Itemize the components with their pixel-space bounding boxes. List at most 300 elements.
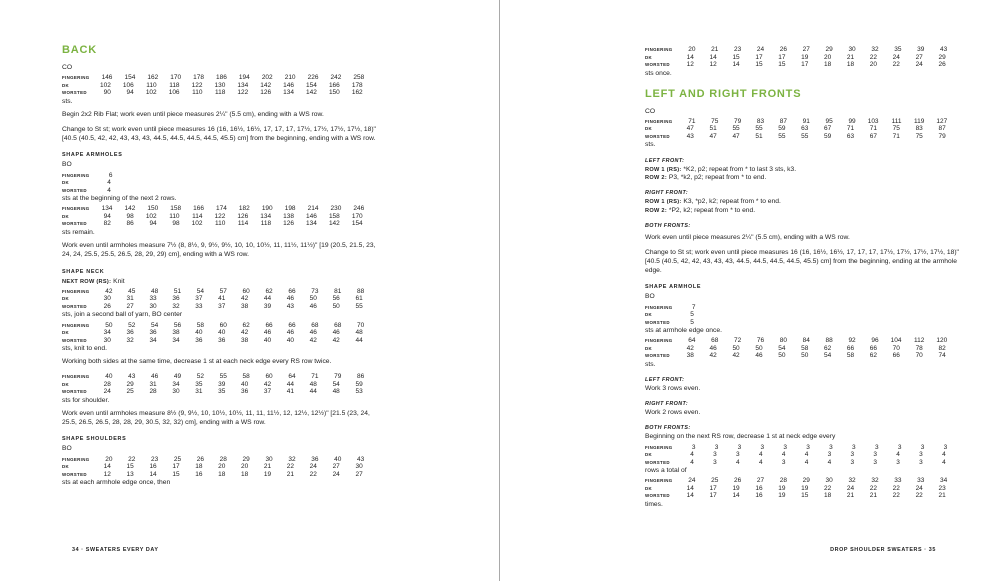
stitch-count-table <box>62 288 380 311</box>
stitch-count-value: 36 <box>195 336 203 344</box>
stitch-count-value: 29 <box>825 46 833 53</box>
table-row <box>645 459 963 467</box>
stitch-count-value: 3 <box>829 443 833 451</box>
stitch-count-table <box>62 205 380 228</box>
stitch-count-value: 3 <box>737 443 742 451</box>
stitch-count-value: 3 <box>713 451 717 459</box>
stitch-count-value: 43 <box>128 373 136 381</box>
stitch-count-value: 12 <box>686 61 694 68</box>
stitch-count-value: 46 <box>263 329 272 337</box>
stitch-count-value: 50 <box>332 302 340 310</box>
table-row <box>62 187 380 195</box>
stitch-count-value: 25 <box>711 477 719 485</box>
stitch-count-value: 20 <box>241 463 249 471</box>
footer-left-page-number: 34 · SWEATERS EVERY DAY <box>72 547 159 553</box>
stitch-count-value: 20 <box>824 53 832 61</box>
stitch-count-value: 202 <box>261 74 273 82</box>
footer-right-page-number: DROP SHOULDER SWEATERS · 35 <box>830 547 936 553</box>
stitch-count-value: 3 <box>850 458 855 466</box>
stitch-count-value: 42 <box>732 352 740 360</box>
stitch-count-value: 44 <box>355 336 363 344</box>
stitch-count-value: 16 <box>149 463 157 471</box>
stitch-count-value: 17 <box>801 61 809 68</box>
table-row <box>62 288 380 296</box>
row-instruction-label: NEXT ROW (RS): <box>62 278 112 285</box>
row-instruction-text: Knit <box>113 277 125 285</box>
stitch-count-value: 40 <box>334 455 342 463</box>
stitch-count-value: 71 <box>869 125 878 133</box>
stitch-count-value: 80 <box>779 337 787 345</box>
row-instruction-text: *P2, k2; repeat from * to end. <box>668 206 756 214</box>
stitch-count-value: 27 <box>355 470 363 478</box>
stitch-count-value: 42 <box>332 336 340 344</box>
page-right-content <box>645 44 963 509</box>
stitch-count-value: 26 <box>733 477 742 485</box>
stitch-count-value: 190 <box>261 205 273 213</box>
row-instruction <box>645 207 963 215</box>
yarn-weight-label: FINGERING <box>645 47 673 52</box>
stitch-count-value: 30 <box>103 336 111 344</box>
stitch-count-value: 43 <box>686 132 694 140</box>
stitch-count-value: 118 <box>260 220 272 228</box>
stitch-count-value: 32 <box>871 46 879 53</box>
stitch-count-value: 4 <box>690 458 694 466</box>
yarn-weight-label: DK <box>645 126 653 132</box>
stitch-count-value: 47 <box>686 125 694 133</box>
stitch-count-value: 34 <box>172 336 180 344</box>
stitch-count-value: 4 <box>736 458 740 466</box>
stitch-count-value: 12 <box>103 470 111 478</box>
stitch-count-value: 64 <box>688 337 696 345</box>
stitch-count-value: 26 <box>103 302 111 310</box>
table-row <box>62 74 380 82</box>
instruction-line: Work 2 rows even. <box>645 409 701 417</box>
yarn-weight-label: WORSTED <box>645 493 670 499</box>
stitch-count-value: 17 <box>709 492 717 500</box>
stitch-count-value: 71 <box>311 373 319 381</box>
stitch-count-table <box>62 172 380 195</box>
table-row <box>645 118 963 126</box>
stitch-count-value: 3 <box>874 443 879 451</box>
stitch-count-value: 114 <box>192 212 203 220</box>
table-row <box>645 304 963 312</box>
yarn-weight-label: DK <box>645 485 653 491</box>
stitch-count-value: 27 <box>802 46 810 53</box>
table-row <box>645 477 963 485</box>
stitch-count-value: 166 <box>193 205 204 213</box>
stitch-count-value: 75 <box>711 117 719 125</box>
stitch-count-value: 91 <box>802 117 810 125</box>
stitch-count-value: 146 <box>306 212 317 220</box>
yarn-weight-label: DK <box>645 452 653 458</box>
stitch-count-value: 59 <box>824 132 832 140</box>
stitch-count-value: 4 <box>804 451 809 459</box>
stitch-count-value: 17 <box>778 53 786 61</box>
yarn-weight-label: FINGERING <box>645 444 673 450</box>
yarn-weight-label: WORSTED <box>645 353 670 359</box>
stitch-count-value: 134 <box>283 89 295 97</box>
front-subhead: BOTH FRONTS: <box>645 223 691 230</box>
stitch-count-value: 4 <box>942 458 946 466</box>
stitch-count-value: 5 <box>690 311 694 319</box>
stitch-count-value: 18 <box>824 492 832 500</box>
yarn-weight-label: WORSTED <box>62 90 87 96</box>
stitch-count-value: 25 <box>173 455 182 463</box>
yarn-weight-label: WORSTED <box>62 471 87 477</box>
stitch-count-value: 21 <box>846 492 855 500</box>
stitch-count-value: 23 <box>938 484 946 492</box>
stitch-count-value: 4 <box>781 451 786 459</box>
yarn-weight-label: FINGERING <box>62 172 90 178</box>
stitch-count-value: 19 <box>732 484 740 492</box>
sub-heading: SHAPE NECK <box>62 268 105 275</box>
stitch-count-value: 51 <box>709 125 717 133</box>
stitch-count-value: 46 <box>309 329 317 337</box>
stitch-count-table <box>62 456 380 479</box>
stitch-count-value: 42 <box>105 287 113 295</box>
table-row <box>645 345 963 353</box>
instruction-line: CO <box>645 107 656 115</box>
stitch-count-value: 22 <box>824 484 832 492</box>
stitch-count-value: 30 <box>103 295 111 303</box>
stitch-count-value: 35 <box>195 380 203 388</box>
stitch-count-value: 146 <box>283 81 295 89</box>
stitch-count-value: 84 <box>802 337 810 345</box>
stitch-count-value: 103 <box>867 117 879 125</box>
stitch-count-value: 214 <box>307 205 319 213</box>
table-row <box>62 381 380 389</box>
stitch-count-value: 30 <box>848 46 856 53</box>
stitch-count-value: 16 <box>755 492 763 500</box>
stitch-count-value: 3 <box>714 443 719 451</box>
instruction-line: sts at the beginning of the next 2 rows. <box>62 195 177 202</box>
stitch-count-value: 19 <box>778 492 786 500</box>
stitch-count-value: 37 <box>263 388 272 396</box>
stitch-count-value: 102 <box>145 212 157 220</box>
stitch-count-value: 27 <box>915 53 923 61</box>
stitch-count-table <box>62 322 380 345</box>
row-instruction-label: ROW 2: <box>645 175 667 182</box>
stitch-count-value: 3 <box>736 451 740 459</box>
stitch-count-value: 118 <box>169 81 180 89</box>
stitch-count-value: 33 <box>149 295 157 303</box>
stitch-count-value: 178 <box>351 81 363 89</box>
instruction-paragraph: Change to St st; work even until piece measures 16 (16, 16½, 16½, 17, 17, 17, 17½, 17½, 17½, 17½, 18)" [40.5 (40.5, 42, 42, 43, 43, 43, 44.5, 44.5, 44.5, 44.5, 45.5) cm] from the beginning, ending with a WS row. <box>62 125 376 142</box>
stitch-count-value: 23 <box>150 455 159 463</box>
stitch-count-value: 19 <box>263 470 272 478</box>
stitch-count-value: 3 <box>760 443 765 451</box>
yarn-weight-label: FINGERING <box>62 456 90 462</box>
stitch-count-value: 4 <box>107 186 111 194</box>
yarn-weight-label: WORSTED <box>645 62 670 67</box>
stitch-count-value: 55 <box>219 373 227 381</box>
stitch-count-value: 66 <box>869 344 878 352</box>
yarn-weight-label: FINGERING <box>62 374 90 380</box>
stitch-count-value: 24 <box>309 463 317 471</box>
stitch-count-value: 42 <box>241 295 249 303</box>
stitch-count-value: 28 <box>779 477 787 485</box>
yarn-weight-label: WORSTED <box>62 303 87 309</box>
yarn-weight-label: WORSTED <box>62 221 87 227</box>
stitch-count-value: 246 <box>353 205 365 213</box>
stitch-count-value: 58 <box>846 352 855 360</box>
stitch-count-value: 4 <box>896 451 900 459</box>
stitch-count-table <box>645 444 963 467</box>
stitch-count-value: 12 <box>709 61 717 68</box>
stitch-count-value: 39 <box>917 46 925 53</box>
stitch-count-value: 170 <box>170 74 182 82</box>
stitch-count-value: 3 <box>919 458 923 466</box>
stitch-count-value: 3 <box>806 443 810 451</box>
stitch-count-value: 102 <box>100 81 111 89</box>
stitch-count-value: 98 <box>126 212 134 220</box>
table-row <box>645 492 963 500</box>
stitch-count-value: 30 <box>825 477 833 485</box>
stitch-count-value: 3 <box>919 451 923 459</box>
stitch-count-value: 13 <box>126 470 134 478</box>
front-subhead: LEFT FRONT: <box>645 157 685 164</box>
stitch-count-value: 59 <box>778 125 786 133</box>
stitch-count-value: 73 <box>311 287 319 295</box>
sub-heading: SHAPE SHOULDERS <box>62 436 127 443</box>
stitch-count-value: 4 <box>942 451 946 459</box>
stitch-count-value: 82 <box>938 344 946 352</box>
row-instruction-text: K3, *p2, k2; repeat from * to end. <box>683 198 781 206</box>
stitch-count-value: 122 <box>191 81 203 89</box>
stitch-count-value: 3 <box>783 443 787 451</box>
stitch-count-value: 30 <box>172 388 180 396</box>
stitch-count-value: 40 <box>241 380 249 388</box>
stitch-count-value: 55 <box>778 132 786 140</box>
stitch-count-value: 46 <box>332 329 340 337</box>
stitch-count-value: 30 <box>355 463 363 471</box>
stitch-count-value: 22 <box>915 492 923 500</box>
stitch-count-value: 14 <box>103 463 111 471</box>
stitch-count-value: 87 <box>938 125 946 133</box>
stitch-count-value: 45 <box>128 287 136 295</box>
stitch-count-value: 158 <box>328 212 340 220</box>
yarn-weight-label: DK <box>645 345 653 351</box>
stitch-count-value: 4 <box>758 458 763 466</box>
stitch-count-value: 74 <box>938 352 946 360</box>
stitch-count-value: 58 <box>196 321 204 329</box>
stitch-count-value: 56 <box>332 295 340 303</box>
stitch-count-value: 42 <box>709 352 717 360</box>
yarn-weight-label: WORSTED <box>62 389 87 395</box>
stitch-count-value: 71 <box>892 132 900 140</box>
instruction-line: Beginning on the next RS row, decrease 1 st at neck edge every <box>645 433 836 441</box>
stitch-count-value: 3 <box>920 443 925 451</box>
stitch-count-value: 258 <box>353 74 365 82</box>
stitch-count-value: 87 <box>779 117 787 125</box>
instruction-line: sts once. <box>645 69 672 77</box>
stitch-count-value: 122 <box>214 212 226 220</box>
yarn-weight-label: WORSTED <box>645 319 670 325</box>
stitch-count-value: 63 <box>846 132 855 140</box>
stitch-count-value: 72 <box>733 337 742 345</box>
stitch-count-value: 78 <box>915 344 923 352</box>
table-row <box>645 352 963 360</box>
stitch-count-value: 23 <box>733 46 742 53</box>
stitch-count-value: 54 <box>332 380 340 388</box>
stitch-count-value: 50 <box>105 321 113 329</box>
table-row <box>62 179 380 187</box>
stitch-count-value: 134 <box>101 205 113 213</box>
table-row <box>62 89 380 97</box>
stitch-count-value: 24 <box>892 53 900 61</box>
stitch-count-value: 52 <box>128 321 136 329</box>
row-instruction-text: P3, *k2, p2; repeat from * to end. <box>668 174 767 182</box>
stitch-count-table <box>645 477 963 500</box>
stitch-count-value: 14 <box>686 492 694 500</box>
stitch-count-value: 110 <box>192 89 203 97</box>
stitch-count-value: 110 <box>146 81 157 89</box>
stitch-count-value: 46 <box>286 295 295 303</box>
stitch-count-value: 50 <box>755 344 763 352</box>
stitch-count-value: 62 <box>242 321 250 329</box>
stitch-count-value: 17 <box>172 463 180 471</box>
stitch-count-value: 126 <box>237 212 249 220</box>
stitch-count-value: 90 <box>103 89 111 97</box>
stitch-count-value: 24 <box>103 388 111 396</box>
stitch-count-value: 43 <box>940 46 948 53</box>
stitch-count-value: 26 <box>938 61 946 68</box>
front-subhead: LEFT FRONT: <box>645 377 685 384</box>
stitch-count-value: 14 <box>686 53 694 61</box>
stitch-count-value: 154 <box>351 220 363 228</box>
table-row <box>645 319 963 327</box>
stitch-count-value: 32 <box>126 336 134 344</box>
table-row <box>62 373 380 381</box>
stitch-count-value: 98 <box>172 220 180 228</box>
row-instruction <box>645 198 963 206</box>
stitch-count-value: 166 <box>328 81 340 89</box>
stitch-count-value: 29 <box>126 380 134 388</box>
instruction-line: sts remain. <box>62 228 95 236</box>
stitch-count-value: 5 <box>690 318 694 326</box>
stitch-count-value: 162 <box>147 74 159 82</box>
stitch-count-value: 61 <box>355 295 363 303</box>
stitch-count-table <box>62 373 380 396</box>
stitch-count-value: 4 <box>758 451 763 459</box>
stitch-count-value: 48 <box>150 287 159 295</box>
stitch-count-value: 150 <box>147 205 159 213</box>
yarn-weight-label: FINGERING <box>62 288 90 294</box>
stitch-count-value: 22 <box>286 463 295 471</box>
row-instruction-label: ROW 1 (RS): <box>645 199 682 206</box>
stitch-count-value: 114 <box>237 220 249 228</box>
stitch-count-value: 46 <box>709 344 717 352</box>
instruction-line: BO <box>645 293 655 301</box>
stitch-count-value: 6 <box>108 171 113 179</box>
stitch-count-value: 30 <box>149 302 157 310</box>
stitch-count-value: 68 <box>711 337 719 345</box>
table-row <box>62 303 380 311</box>
stitch-count-value: 32 <box>848 477 856 485</box>
stitch-count-value: 15 <box>755 61 763 68</box>
stitch-count-value: 37 <box>218 302 226 310</box>
stitch-count-value: 106 <box>168 89 180 97</box>
stitch-count-value: 162 <box>351 89 363 97</box>
stitch-count-value: 27 <box>332 463 340 471</box>
yarn-weight-label: DK <box>62 296 70 302</box>
stitch-count-value: 16 <box>755 484 763 492</box>
instruction-line: sts, knit to end. <box>62 345 107 353</box>
stitch-count-value: 25 <box>126 388 134 396</box>
stitch-count-value: 38 <box>686 352 694 360</box>
stitch-count-value: 21 <box>711 46 719 53</box>
stitch-count-value: 182 <box>238 205 250 213</box>
stitch-count-value: 81 <box>334 287 342 295</box>
stitch-count-value: 53 <box>355 388 363 396</box>
stitch-count-value: 21 <box>263 463 272 471</box>
stitch-count-value: 16 <box>195 470 203 478</box>
stitch-count-value: 96 <box>871 337 879 345</box>
stitch-count-value: 18 <box>824 61 832 68</box>
stitch-count-value: 31 <box>195 388 203 396</box>
stitch-count-value: 46 <box>286 329 295 337</box>
stitch-count-value: 4 <box>107 179 111 186</box>
stitch-count-value: 18 <box>218 470 226 478</box>
stitch-count-value: 118 <box>214 89 226 97</box>
stitch-count-table <box>645 46 963 69</box>
stitch-count-value: 99 <box>848 117 856 125</box>
stitch-count-value: 134 <box>260 212 272 220</box>
stitch-count-value: 79 <box>334 373 342 381</box>
stitch-count-value: 54 <box>824 352 832 360</box>
instruction-line: BO <box>62 161 72 169</box>
stitch-count-value: 47 <box>709 132 717 140</box>
stitch-count-value: 33 <box>894 477 902 485</box>
stitch-count-value: 127 <box>936 117 948 125</box>
stitch-count-value: 21 <box>286 470 295 478</box>
stitch-count-value: 158 <box>170 205 182 213</box>
instruction-line: CO <box>62 64 73 71</box>
instruction-paragraph: Work even until armholes measure 8½ (9, 9½, 10, 10½, 10½, 11, 11, 11½, 12, 12½, 12½)" [21.5 (23, 24, 25.5, 26.5, 26.5, 28, 28, 29, 30.5, 32, 32) cm], ending with a WS row. <box>62 409 370 426</box>
stitch-count-value: 71 <box>846 125 855 133</box>
stitch-count-value: 3 <box>827 451 832 459</box>
stitch-count-value: 51 <box>173 287 182 295</box>
stitch-count-value: 22 <box>869 484 878 492</box>
stitch-count-value: 32 <box>288 455 296 463</box>
yarn-weight-label: WORSTED <box>62 337 87 343</box>
instruction-paragraph: Change to St st; work even until piece measures 16 (16, 16½, 16½, 17, 17, 17, 17½, 17½, 17½, 17½, 18)" [40.5 (40.5, 42, 42, 43, 43, 43, 44.5, 44.5, 44.5, 44.5, 45.5) cm] from the beginning, ending at the armhole edge. <box>645 249 959 274</box>
stitch-count-value: 40 <box>263 336 272 344</box>
stitch-count-value: 29 <box>242 455 250 463</box>
table-row <box>645 125 963 133</box>
stitch-count-value: 17 <box>755 53 763 61</box>
instruction-paragraph: Work even until piece measures 2¼" (5.5 cm), ending with a WS row. <box>645 234 850 242</box>
stitch-count-value: 30 <box>265 455 273 463</box>
table-row <box>645 133 963 141</box>
instruction-line: sts. <box>645 360 656 368</box>
table-row <box>62 220 380 228</box>
table-row <box>645 444 963 452</box>
stitch-count-value: 68 <box>311 321 319 329</box>
stitch-count-value: 66 <box>288 287 296 295</box>
stitch-count-value: 126 <box>283 220 295 228</box>
stitch-count-value: 42 <box>309 336 317 344</box>
stitch-count-value: 49 <box>173 373 182 381</box>
stitch-count-value: 20 <box>869 61 878 68</box>
stitch-count-value: 39 <box>218 380 226 388</box>
stitch-count-value: 170 <box>351 212 363 220</box>
stitch-count-value: 22 <box>892 484 900 492</box>
stitch-count-value: 19 <box>801 53 809 61</box>
stitch-count-value: 4 <box>804 458 809 466</box>
stitch-count-value: 54 <box>150 321 159 329</box>
stitch-count-value: 55 <box>755 125 763 133</box>
